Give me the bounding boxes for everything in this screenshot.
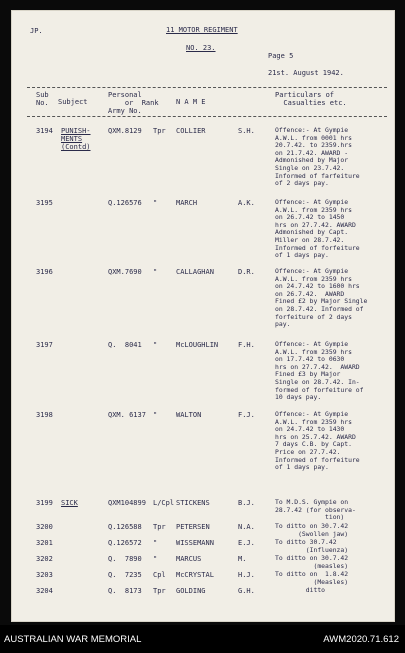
entry-initials: E.J. <box>238 539 255 547</box>
order-number: NO. 23. <box>186 44 216 52</box>
entry-army-no: Q. 8041 <box>108 341 142 349</box>
entry-rank: Cpl <box>153 571 166 579</box>
entry-name: PETERSEN <box>176 523 210 531</box>
entry-number: 3203 <box>36 571 53 579</box>
entry-number: 3201 <box>36 539 53 547</box>
entry-army-no: Q. 8173 <box>108 587 142 595</box>
col-personal: Personal or Rank Army No. <box>108 91 159 115</box>
entry-particulars: Offence:- At Gympie A.W.L. from 2359 hrs on 26.7.42 to 1450 hrs on 27.7.42. AWARD Admonished by Capt. Miller on 28.7.42. Informed of forfeiture of 1 days pay. <box>275 198 360 260</box>
entry-name: WALTON <box>176 411 202 419</box>
entry-particulars: ditto <box>275 586 326 594</box>
entry-army-no: QXM. 6137 <box>108 411 146 419</box>
entry-particulars: To M.D.S. Gympie on 28.7.42 (for observa- tion) <box>275 498 356 522</box>
entry-number: 3199 <box>36 499 53 507</box>
entry-number: 3200 <box>36 523 53 531</box>
entry-army-no: QXM.7690 <box>108 268 142 276</box>
entry-number: 3197 <box>36 341 53 349</box>
entry-particulars: Offence:- At Gympie A.W.L. from 2359 hrs on 17.7.42 to 0630 hrs on 27.7.42. AWARD Fined £3 by Major Single on 28.7.42. In- formed of forfeiture of 10 days pay. <box>275 340 364 402</box>
entry-army-no: Q.126572 <box>108 539 142 547</box>
col-particulars: Particulars of Casualties etc. <box>275 91 347 107</box>
entry-rank: L/Cpl <box>153 499 175 507</box>
footer-accession: AWM2020.71.612 <box>323 634 399 645</box>
entry-initials: G.H. <box>238 587 255 595</box>
entry-particulars: Offence:- At Gympie A.W.L. from 0001 hrs 20.7.42. to 2359.hrs on 21.7.42. AWARD - Admonished by Major Single on 23.7.42. Informed of farfeiture of 2 days pay. <box>275 126 360 188</box>
entry-rank: " <box>153 539 158 547</box>
entry-name: McLOUGHLIN <box>176 341 219 349</box>
entry-initials: N.A. <box>238 523 255 531</box>
col-name: N A M E <box>176 98 206 106</box>
entry-initials: H.J. <box>238 571 255 579</box>
entry-name: COLLIER <box>176 127 206 135</box>
entry-name: McCRYSTAL <box>176 571 214 579</box>
entry-number: 3198 <box>36 411 53 419</box>
entry-name: MARCUS <box>176 555 202 563</box>
entry-army-no: Q.126588 <box>108 523 142 531</box>
entry-rank: Tpr <box>153 587 166 595</box>
entry-number: 3202 <box>36 555 53 563</box>
entry-rank: Tpr <box>153 523 166 531</box>
page-number: Page 5 <box>268 52 294 60</box>
entry-army-no: Q.126576 <box>108 199 142 207</box>
footer-credit: AUSTRALIAN WAR MEMORIAL <box>4 634 142 645</box>
entry-rank: " <box>153 555 158 563</box>
entry-rank: " <box>153 411 158 419</box>
entry-initials: F.J. <box>238 411 255 419</box>
entry-army-no: QXM104899 <box>108 499 146 507</box>
entry-name: WISSEMANN <box>176 539 214 547</box>
entry-name: MARCH <box>176 199 198 207</box>
entry-army-no: Q. 7235 <box>108 571 142 579</box>
entry-subject: SICK <box>61 499 78 507</box>
entry-number: 3204 <box>36 587 53 595</box>
entry-initials: F.H. <box>238 341 255 349</box>
entry-particulars: To ditto on 30.7.42 (Swollen jaw) <box>275 522 349 538</box>
entry-initials: D.R. <box>238 268 255 276</box>
entry-rank: " <box>153 341 158 349</box>
entry-number: 3194 <box>36 127 53 135</box>
entry-number: 3195 <box>36 199 53 207</box>
document-title: 11 MOTOR REGIMENT <box>166 26 238 34</box>
footer-bar <box>0 625 405 653</box>
document-date: 21st. August 1942. <box>268 69 344 77</box>
entry-rank: " <box>153 199 158 207</box>
entry-particulars: Offence:- At Gympie A.W.L. from 2359 hrs on 24.7.42 to 1430 hrs on 25.7.42. AWARD 7 days C.B. by Capt. Price on 27.7.42. Informed of forfeiture of 1 days pay. <box>275 410 360 472</box>
entry-particulars: Offence:- At Gympie A.W.L. from 2359 hrs on 24.7.42 to 1600 hrs on 26.7.42. AWARD Fined £2 by Major Single on 28.7.42. Informed of forfeiture of 2 days pay. <box>275 267 368 329</box>
entry-rank: Tpr <box>153 127 166 135</box>
col-subject: Subject <box>58 98 88 106</box>
entry-name: STICKENS <box>176 499 210 507</box>
col-sub-no: Sub No. <box>36 91 49 107</box>
entry-particulars: To ditto 30.7.42 (Influenza) <box>275 538 349 554</box>
entry-particulars: To ditto on 30.7.42 (measles) <box>275 554 349 570</box>
entry-rank: " <box>153 268 158 276</box>
corner-mark: JP. <box>30 27 43 35</box>
entry-name: CALLAGHAN <box>176 268 214 276</box>
entry-subject: PUNISH- MENTS (Contd) <box>61 127 91 151</box>
header-rule <box>27 87 387 88</box>
entry-initials: M. <box>238 555 247 563</box>
entry-name: GOLDING <box>176 587 206 595</box>
entry-number: 3196 <box>36 268 53 276</box>
header-rule-bottom <box>27 116 387 117</box>
entry-initials: S.H. <box>238 127 255 135</box>
entry-initials: A.K. <box>238 199 255 207</box>
entry-army-no: QXM.8129 <box>108 127 142 135</box>
entry-initials: B.J. <box>238 499 255 507</box>
entry-army-no: Q. 7890 <box>108 555 142 563</box>
entry-particulars: To ditto on 1.8.42 (Measles) <box>275 570 349 586</box>
